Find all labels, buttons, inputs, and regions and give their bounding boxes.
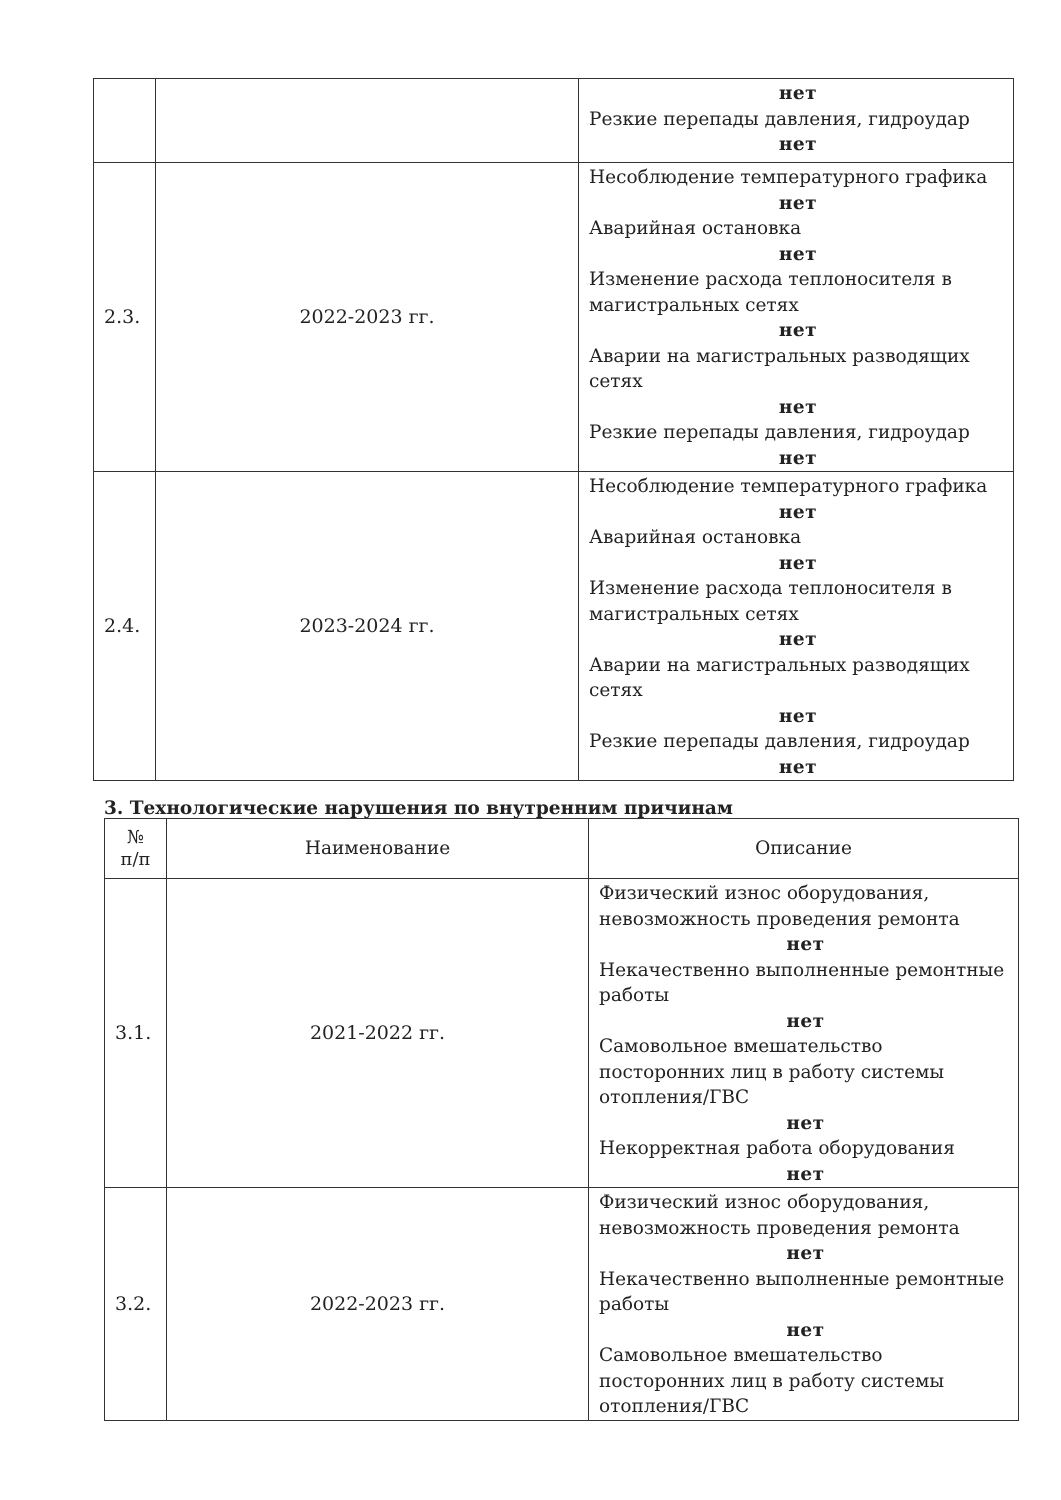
- description-value: нет: [778, 192, 818, 214]
- table-row: [94, 472, 1014, 781]
- description-value: нет: [778, 447, 818, 469]
- description-label: Физический износ оборудования, невозможность проведения ремонта: [599, 883, 960, 930]
- row-description: [579, 472, 1014, 781]
- description-item: [589, 107, 1007, 158]
- description-value: нет: [786, 1112, 825, 1134]
- description-item: [589, 474, 1007, 525]
- header-name: Наименование: [167, 819, 589, 879]
- description-label: Самовольное вмешательство посторонних лиц в работу системы отопления/ГВС: [599, 1345, 945, 1417]
- description-value: нет: [778, 396, 818, 418]
- description-item: [599, 1343, 1012, 1420]
- description-label: Аварии на магистральных разводящих сетях: [589, 654, 970, 701]
- header-number-line1: №: [126, 826, 145, 848]
- row-number: 2.3.: [94, 163, 156, 472]
- description-item: [599, 1034, 1012, 1136]
- row-description: [579, 163, 1014, 472]
- description-value: нет: [778, 552, 818, 574]
- description-value: нет: [778, 243, 818, 265]
- row-number: 3.2.: [105, 1188, 167, 1421]
- description-value: нет: [778, 134, 818, 155]
- description-label: Аварийная остановка: [589, 218, 802, 239]
- description-item: [589, 525, 1007, 576]
- description-item: [589, 729, 1007, 780]
- description-value: нет: [786, 934, 825, 955]
- header-number-line2: п/п: [120, 848, 151, 870]
- description-item: [589, 165, 1007, 216]
- header-number: [105, 819, 167, 879]
- description-label: Изменение расхода теплоносителя в магистральных сетях: [589, 269, 952, 316]
- description-value: нет: [786, 1243, 825, 1264]
- description-label: Самовольное вмешательство посторонних лиц в работу системы отопления/ГВС: [599, 1036, 945, 1108]
- description-label: Резкие перепады давления, гидроудар: [589, 731, 970, 752]
- row-description: [589, 879, 1019, 1188]
- description-label: Несоблюдение температурного графика: [589, 476, 988, 497]
- description-item: [589, 576, 1007, 653]
- description-label: Некорректная работа оборудования: [599, 1138, 955, 1159]
- description-label: Изменение расхода теплоносителя в магистральных сетях: [589, 578, 952, 625]
- table-section-3: [104, 818, 1019, 1421]
- table-header-row: [105, 819, 1019, 879]
- description-value: нет: [778, 756, 818, 778]
- row-number: 2.4.: [94, 472, 156, 781]
- description-item: [599, 958, 1012, 1035]
- row-name: 2022-2023 гг.: [167, 1188, 589, 1421]
- description-label: Некачественно выполненные ремонтные работы: [599, 1268, 1005, 1315]
- description-value: нет: [778, 629, 818, 650]
- table-row: [105, 1188, 1019, 1421]
- row-description: [589, 1188, 1019, 1421]
- description-item: [589, 344, 1007, 421]
- table-row: [94, 79, 1014, 163]
- description-label: Некачественно выполненные ремонтные работы: [599, 959, 1005, 1006]
- description-label: Резкие перепады давления, гидроудар: [589, 108, 970, 130]
- description-value: нет: [778, 501, 818, 523]
- description-value: нет: [778, 705, 818, 727]
- description-value: нет: [778, 320, 818, 341]
- description-item: [599, 1267, 1012, 1344]
- row-name: [156, 79, 579, 163]
- description-value: нет: [786, 1163, 825, 1185]
- row-number: [94, 79, 156, 163]
- description-item: [589, 653, 1007, 730]
- description-item: [589, 420, 1007, 471]
- description-item: [599, 881, 1012, 958]
- table-row: [105, 879, 1019, 1188]
- description-label: Несоблюдение температурного графика: [589, 167, 988, 188]
- table-row: [94, 163, 1014, 472]
- description-label: Аварийная остановка: [589, 527, 802, 548]
- description-label: Резкие перепады давления, гидроудар: [589, 422, 970, 443]
- row-name: 2022-2023 гг.: [156, 163, 579, 472]
- description-item: [589, 81, 1007, 107]
- description-value: нет: [786, 1319, 825, 1341]
- row-name: 2021-2022 гг.: [167, 879, 589, 1188]
- description-item: [589, 267, 1007, 344]
- header-description: Описание: [589, 819, 1019, 879]
- description-item: [589, 216, 1007, 267]
- section-heading: 3. Технологические нарушения по внутренним причинам: [104, 798, 733, 819]
- row-number: 3.1.: [105, 879, 167, 1188]
- description-label: Физический износ оборудования, невозможность проведения ремонта: [599, 1192, 960, 1239]
- description-label: Аварии на магистральных разводящих сетях: [589, 345, 970, 392]
- description-value: нет: [786, 1010, 825, 1032]
- row-description: [579, 79, 1014, 163]
- table-section-2: [93, 78, 1014, 781]
- description-item: [599, 1136, 1012, 1187]
- description-item: [599, 1190, 1012, 1267]
- row-name: 2023-2024 гг.: [156, 472, 579, 781]
- description-value: нет: [778, 83, 818, 104]
